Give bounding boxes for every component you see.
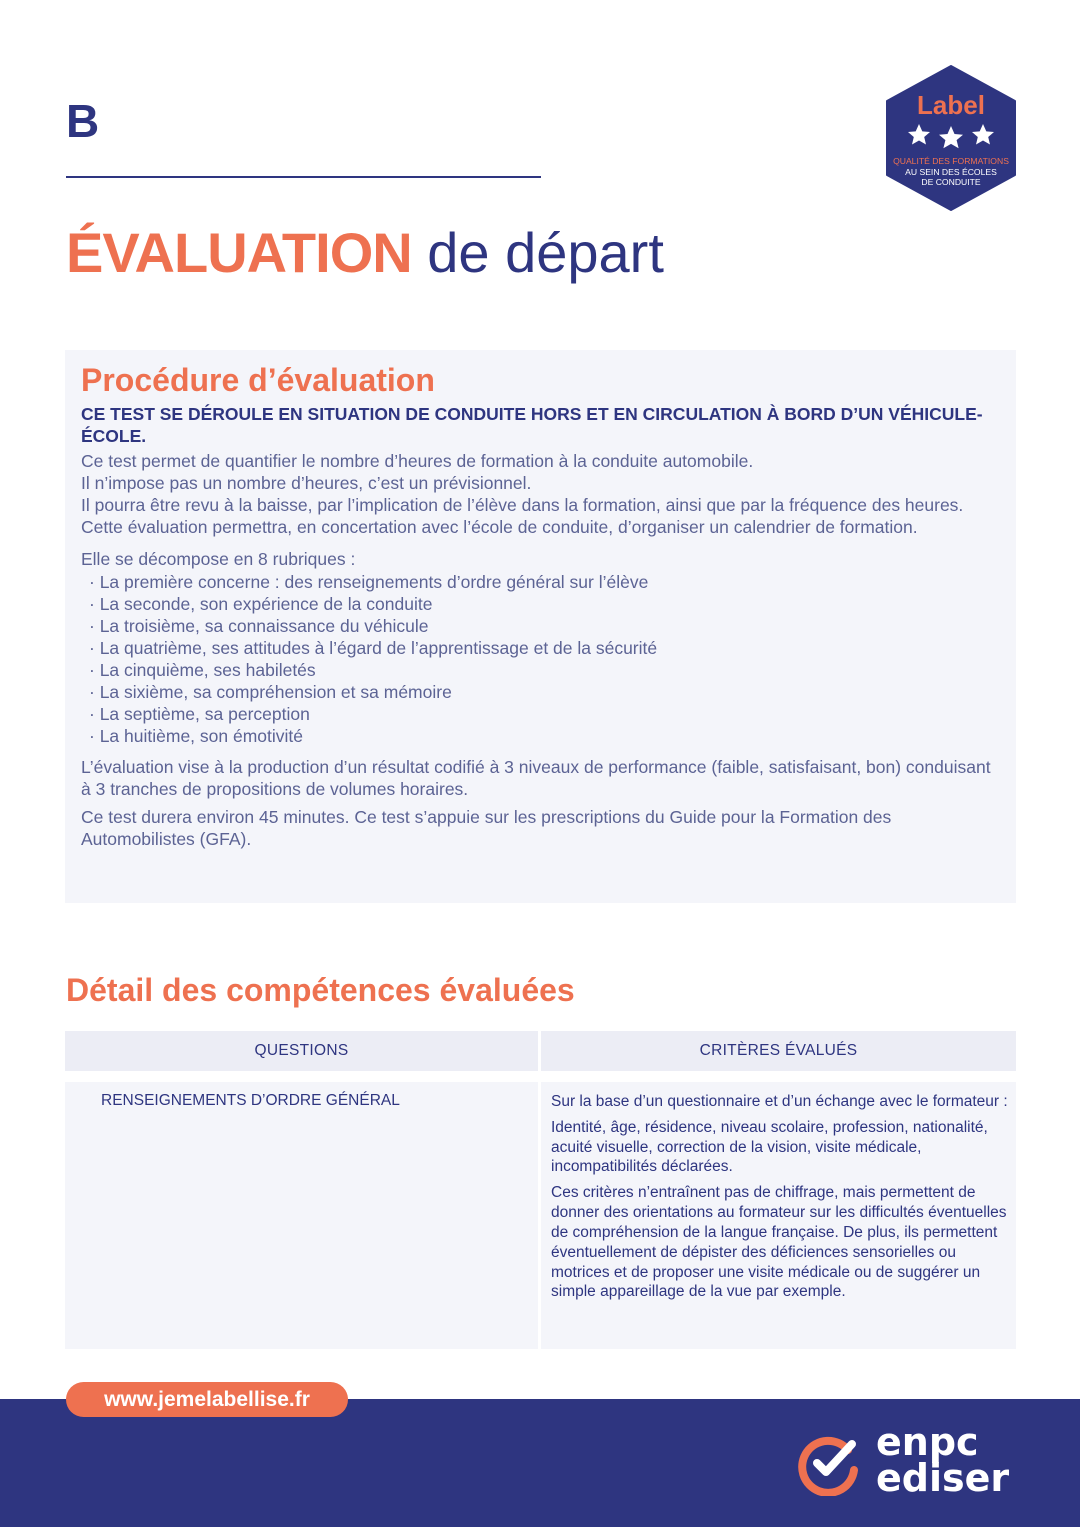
brand-wordmark xyxy=(876,1420,1010,1500)
procedure-paragraph: Cette évaluation permettra, en concertation avec l’école de conduite, d’organiser un calendrier de formation. xyxy=(81,516,918,537)
procedure-paragraph: Ce test durera environ 45 minutes. Ce test s’appuie sur les prescriptions du Guide pour la Formation des Automobilistes (GFA). xyxy=(81,806,892,849)
label-badge xyxy=(884,64,1018,212)
list-item: · La cinquième, ses habiletés xyxy=(89,659,1002,681)
section-letter: B xyxy=(66,95,100,147)
table-header-questions: QUESTIONS xyxy=(65,1031,538,1071)
rubriques-intro: Elle se décompose en 8 rubriques : xyxy=(81,548,356,569)
question-label: RENSEIGNEMENTS D’ORDRE GÉNÉRAL xyxy=(101,1092,400,1109)
list-item: · La septième, sa perception xyxy=(89,703,1002,725)
badge-line1: QUALITÉ DES FORMATIONS xyxy=(893,156,1009,166)
procedure-paragraph: Il n’impose pas un nombre d’heures, c’est un prévisionnel. xyxy=(81,473,532,494)
brand-line1: enpc xyxy=(876,1420,979,1464)
list-item: · La troisième, sa connaissance du véhicule xyxy=(89,615,1002,637)
badge-title: Label xyxy=(917,90,985,120)
table-header-criteres: CRITÈRES ÉVALUÉS xyxy=(541,1031,1016,1071)
brand-line2: ediser xyxy=(876,1456,1010,1500)
page-title xyxy=(66,222,664,284)
list-item: · La sixième, sa compréhension et sa mémoire xyxy=(89,681,1002,703)
procedure-lead: CE TEST SE DÉROULE EN SITUATION DE CONDUITE HORS ET EN CIRCULATION À BORD D’UN VÉHICULE-ÉCOLE. xyxy=(81,403,983,447)
procedure-paragraph: L’évaluation vise à la production d’un résultat codifié à 3 niveaux de performance (faible, satisfaisant, bon) conduisant à 3 tranches de propositions de volumes horaires. xyxy=(81,756,991,799)
list-item: · La quatrième, ses attitudes à l’égard de l’apprentissage et de la sécurité xyxy=(89,637,1002,659)
check-circle-icon xyxy=(796,1430,862,1496)
rubriques-list xyxy=(81,571,1002,747)
header-divider xyxy=(66,176,541,178)
table-cell-criteria xyxy=(541,1082,1016,1349)
badge-line3: DE CONDUITE xyxy=(921,177,981,187)
criteria-paragraph: Ces critères n’entraînent pas de chiffrage, mais permettent de donner des orientations au formateur sur les difficultés éventuelles de compréhension de la langue française. De plus, ils permettent éventuellement de dépister des déficiences sensorielles ou motrices et de proposer une visite médicale ou de suggérer un simple appareillage de la vue par exemple. xyxy=(551,1184,1007,1301)
procedure-panel xyxy=(65,350,1016,903)
website-link[interactable]: www.jemelabellise.fr xyxy=(66,1382,348,1417)
page-title-light: de départ xyxy=(427,221,664,284)
badge-line2: AU SEIN DES ÉCOLES xyxy=(905,167,997,177)
procedure-heading: Procédure d’évaluation xyxy=(81,362,435,398)
table-cell-question xyxy=(65,1082,538,1349)
list-item: · La seconde, son expérience de la conduite xyxy=(89,593,1002,615)
enpc-ediser-logo xyxy=(796,1420,1026,1500)
competences-heading: Détail des compétences évaluées xyxy=(66,972,575,1008)
criteria-paragraph: Sur la base d’un questionnaire et d’un échange avec le formateur : xyxy=(551,1093,1008,1110)
criteria-paragraph: Identité, âge, résidence, niveau scolaire, profession, nationalité, acuité visuelle, correction de la vision, visite médicale, incompatibilités déclarées. xyxy=(551,1118,988,1176)
page-title-strong: ÉVALUATION xyxy=(66,221,412,284)
list-item: · La première concerne : des renseignements d’ordre général sur l’élève xyxy=(89,571,1002,593)
list-item: · La huitième, son émotivité xyxy=(89,725,1002,747)
procedure-paragraph: Ce test permet de quantifier le nombre d’heures de formation à la conduite automobile. xyxy=(81,451,754,472)
procedure-paragraph: Il pourra être revu à la baisse, par l’implication de l’élève dans la formation, ainsi que par la fréquence des heures. xyxy=(81,494,964,515)
